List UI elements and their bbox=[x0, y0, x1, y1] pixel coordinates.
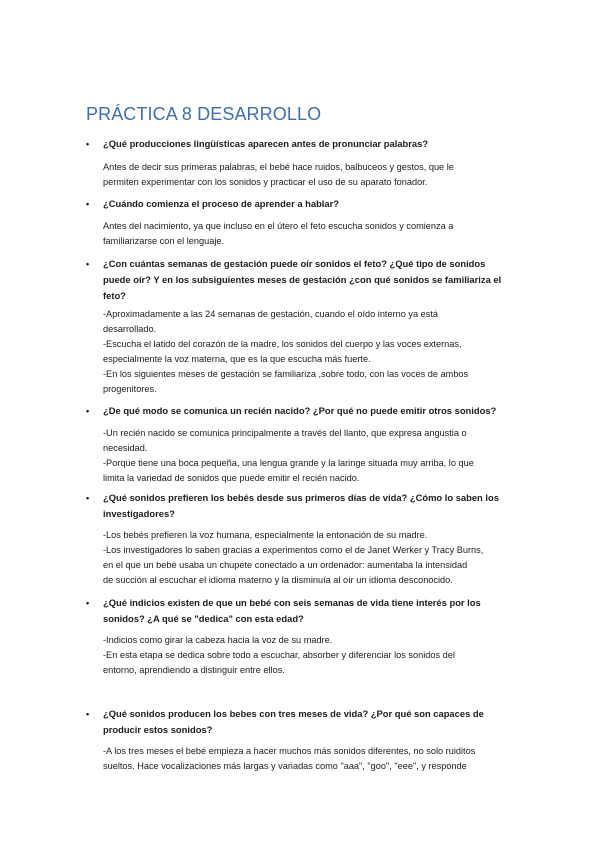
answer bbox=[103, 219, 523, 249]
answer-line: en el que un bebé usaba un chupete conectado a un ordenador: aumentaba la intensidad bbox=[103, 560, 468, 570]
answer-line: -Indicios como girar la cabeza hacia la voz de su madre. bbox=[103, 635, 333, 645]
answer-line: limita la variedad de sonidos que puede emitir el recién nacido. bbox=[103, 473, 360, 483]
answer-line: necesidad. bbox=[103, 443, 148, 453]
answer-line: de succión al escuchar el idioma materno y la disminuía al oír un idioma desconocido. bbox=[103, 575, 453, 585]
answer-line: -Porque tiene una boca pequeña, una lengua grande y la laringe situada muy arriba, lo que bbox=[103, 458, 474, 468]
question bbox=[86, 490, 523, 522]
answer bbox=[103, 633, 523, 678]
question-line: ¿Cuándo comienza el proceso de aprender a hablar? bbox=[103, 198, 339, 209]
question-line: ¿Qué producciones lingüísticas aparecen antes de pronunciar palabras? bbox=[103, 138, 429, 149]
answer-line: -Escucha el latido del corazón de la madre, los sonidos del cuerpo y las voces externas, bbox=[103, 339, 462, 349]
question-line: sonidos? ¿A qué se "dedica" con esta edad? bbox=[103, 613, 304, 624]
answer-line: permiten experimentar con los sonidos y practicar el uso de su aparato fonador. bbox=[103, 177, 428, 187]
answer-line: desarrollado. bbox=[103, 324, 157, 334]
answer-line: entorno, aprendiendo a distinguir entre ellos. bbox=[103, 665, 285, 675]
answer bbox=[103, 528, 523, 588]
answer bbox=[103, 744, 523, 774]
answer-line: -Un recién nacido se comunica principalmente a través del llanto, que expresa angustia o bbox=[103, 428, 467, 438]
answer-line: especialmente la voz materna, que es la que escucha más fuerte. bbox=[103, 354, 371, 364]
question bbox=[86, 136, 523, 152]
question-line: ¿De qué modo se comunica un recién nacido? ¿Por qué no puede emitir otros sonidos? bbox=[103, 405, 497, 416]
bullet-icon: • bbox=[86, 598, 90, 608]
answer-line: -A los tres meses el bebé empieza a hacer muchos más sonidos diferentes, no solo ruiditos bbox=[103, 746, 476, 756]
question bbox=[86, 196, 523, 212]
question-line: ¿Qué sonidos prefieren los bebés desde sus primeros días de vida? ¿Cómo lo saben los bbox=[103, 492, 499, 503]
answer-line: -Aproximadamente a las 24 semanas de gestación, cuando el oído interno ya está bbox=[103, 309, 439, 319]
bullet-icon: • bbox=[86, 139, 90, 149]
bullet-icon: • bbox=[86, 259, 90, 269]
question bbox=[86, 403, 523, 419]
question bbox=[86, 595, 523, 627]
answer-line: Antes de decir sus primeras palabras, el bebé hace ruidos, balbuceos y gestos, que le bbox=[103, 162, 454, 172]
question bbox=[86, 256, 523, 304]
answer-line: progenitores. bbox=[103, 384, 157, 394]
answer bbox=[103, 307, 523, 397]
answer-line: -Los bebés prefieren la voz humana, especialmente la entonación de su madre. bbox=[103, 530, 428, 540]
answer-line: familiarizarse con el lenguaje. bbox=[103, 236, 225, 246]
bullet-icon: • bbox=[86, 709, 90, 719]
answer bbox=[103, 426, 523, 486]
answer-line: Antes del nacimiento, ya que incluso en el útero el feto escucha sonidos y comienza a bbox=[103, 221, 454, 231]
question-line: producir estos sonidos? bbox=[103, 724, 213, 735]
question-line: ¿Con cuántas semanas de gestación puede oír sonidos el feto? ¿Qué tipo de sonidos bbox=[103, 258, 486, 269]
bullet-icon: • bbox=[86, 493, 90, 503]
question-line: ¿Qué sonidos producen los bebes con tres meses de vida? ¿Por qué son capaces de bbox=[103, 708, 484, 719]
answer-line: sueltos. Hace vocalizaciones más largas y variadas como "aaa", "goo", "eee", y responde bbox=[103, 761, 467, 771]
bullet-icon: • bbox=[86, 406, 90, 416]
answer-line: -Los investigadores lo saben gracias a experimentos como el de Janet Werker y Tracy Burns, bbox=[103, 545, 484, 555]
page-title: PRÁCTICA 8 DESARROLLO bbox=[86, 104, 322, 124]
bullet-icon: • bbox=[86, 199, 90, 209]
question bbox=[86, 706, 523, 738]
question-line: investigadores? bbox=[103, 508, 175, 519]
answer-line: -En esta etapa se dedica sobre todo a escuchar, absorber y diferenciar los sonidos del bbox=[103, 650, 455, 660]
question-line: puede oír? Y en los subsiguientes meses de gestación ¿con qué sonidos se familiariza el bbox=[103, 274, 502, 285]
question-line: feto? bbox=[103, 290, 126, 301]
question-line: ¿Qué indicios existen de que un bebé con seis semanas de vida tiene interés por los bbox=[103, 597, 481, 608]
answer-line: -En los siguientes meses de gestación se familiariza ,sobre todo, con las voces de ambos bbox=[103, 369, 469, 379]
answer bbox=[103, 160, 523, 190]
